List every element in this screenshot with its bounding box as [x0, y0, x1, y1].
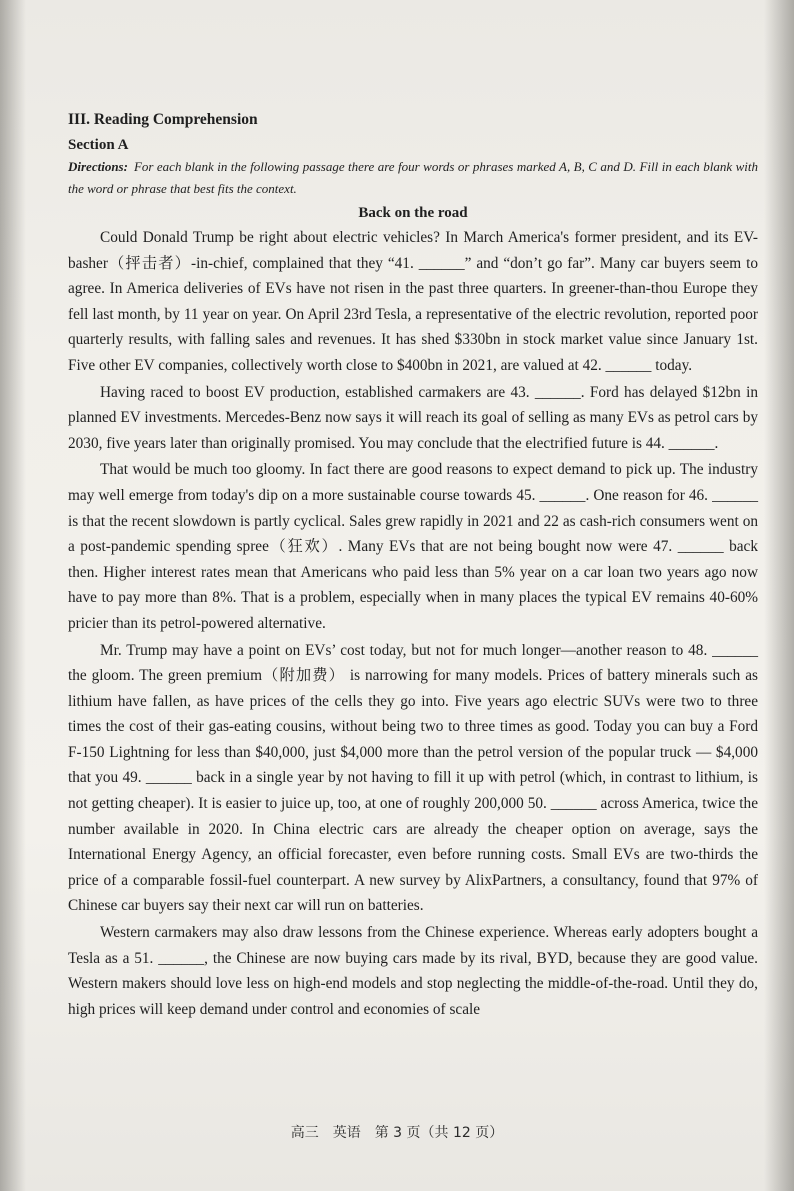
page-footer: 高三 英语 第 3 页（共 12 页）: [290, 1125, 504, 1141]
directions-text: For each blank in the following passage there are four words or phrases marked A, B, C and D. Fill in each blank with the word or phrase that best fits the context.: [68, 159, 758, 196]
paragraph-4: Mr. Trump may have a point on EVs’ cost today, but not for much longer—another reason to 48. ______ the gloom. The green premium（附加费） is narrowing for many models. Prices of battery minerals such as lithium have fallen, as have prices of the cells they go into. Five years ago electric SUVs were two to three times the cost of their gas-eating cousins, without being two to three times as good. Today you can buy a Ford F-150 Lightning for less than $40,000, just $4,000 more than the petrol version of the popular truck — $4,000 that you 49. ______ back in a single year by not having to fill it up with petrol (which, in contrast to lithium, is not getting cheaper). It is easier to juice up, too, at one of roughly 200,000 50. ______ across America, twice the number available in 2020. In China electric cars are already the cheaper option on average, says the International Energy Agency, an official forecaster, even before running costs. Small EVs are two-thirds the price of a comparable fossil-fuel counterpart. A new survey by AlixPartners, a consultancy, found that 97% of Chinese car buyers say their next car will run on batteries.: [68, 641, 758, 915]
directions: [68, 156, 758, 200]
section-heading: III. Reading Comprehension: [68, 111, 258, 128]
paragraph-5: Western carmakers may also draw lessons from the Chinese experience. Whereas early adopters bought a Tesla as a 51. ______, the Chinese are now buying cars made by its rival, BYD, because they are good value. Western makers should love less on high-end models and stop neglecting the middle-of-the-road. Until they do, high prices will keep demand under control and economies of scale: [68, 924, 758, 1018]
page-content: [68, 108, 758, 1022]
paragraph-1: Could Donald Trump be right about electric vehicles? In March America's former president, and its EV-basher（抨击者）-in-chief, complained that they “41. ______” and “don’t go far”. Many car buyers seem to agree. In America deliveries of EVs have not risen in the past three quarters. In greener-than-thou Europe they fell last month, by 11 year on year. On April 23rd Tesla, a representative of the electric revolution, reported poor quarterly results, with falling sales and revenues. It has shed $330bn in stock market value since January 1st. Five other EV companies, collectively worth close to $400bn in 2021, are valued at 42. ______ today.: [68, 229, 758, 374]
page-shadow-right: [764, 0, 794, 1191]
page-shadow-left: [0, 0, 26, 1191]
paragraph-2: Having raced to boost EV production, established carmakers are 43. ______. Ford has delayed $12bn in planned EV investments. Mercedes-Benz now says it will reach its goal of selling as many EVs as petrol cars by 2030, five years later than originally promised. You may conclude that the electrified future is 44. ______.: [68, 383, 758, 452]
directions-label: Directions:: [68, 159, 128, 174]
article-title: Back on the road: [358, 205, 468, 221]
paragraph-3: That would be much too gloomy. In fact there are good reasons to expect demand to pick up. The industry may well emerge from today's dip on a more sustainable course towards 45. ______. One reason for 46. ______ is that the recent slowdown is partly cyclical. Sales grew rapidly in 2021 and 22 as cash-rich consumers went on a post-pandemic spending spree（狂欢）. Many EVs that are not being bought now were 47. ______ back then. Higher interest rates mean that Americans who paid less than 5% year on a car loan two years ago now have to pay more than 8%. That is a problem, especially when in many places the typical EV remains 40-60% pricier than its petrol-powered alternative.: [68, 461, 758, 632]
section-subheading: Section A: [68, 137, 129, 153]
